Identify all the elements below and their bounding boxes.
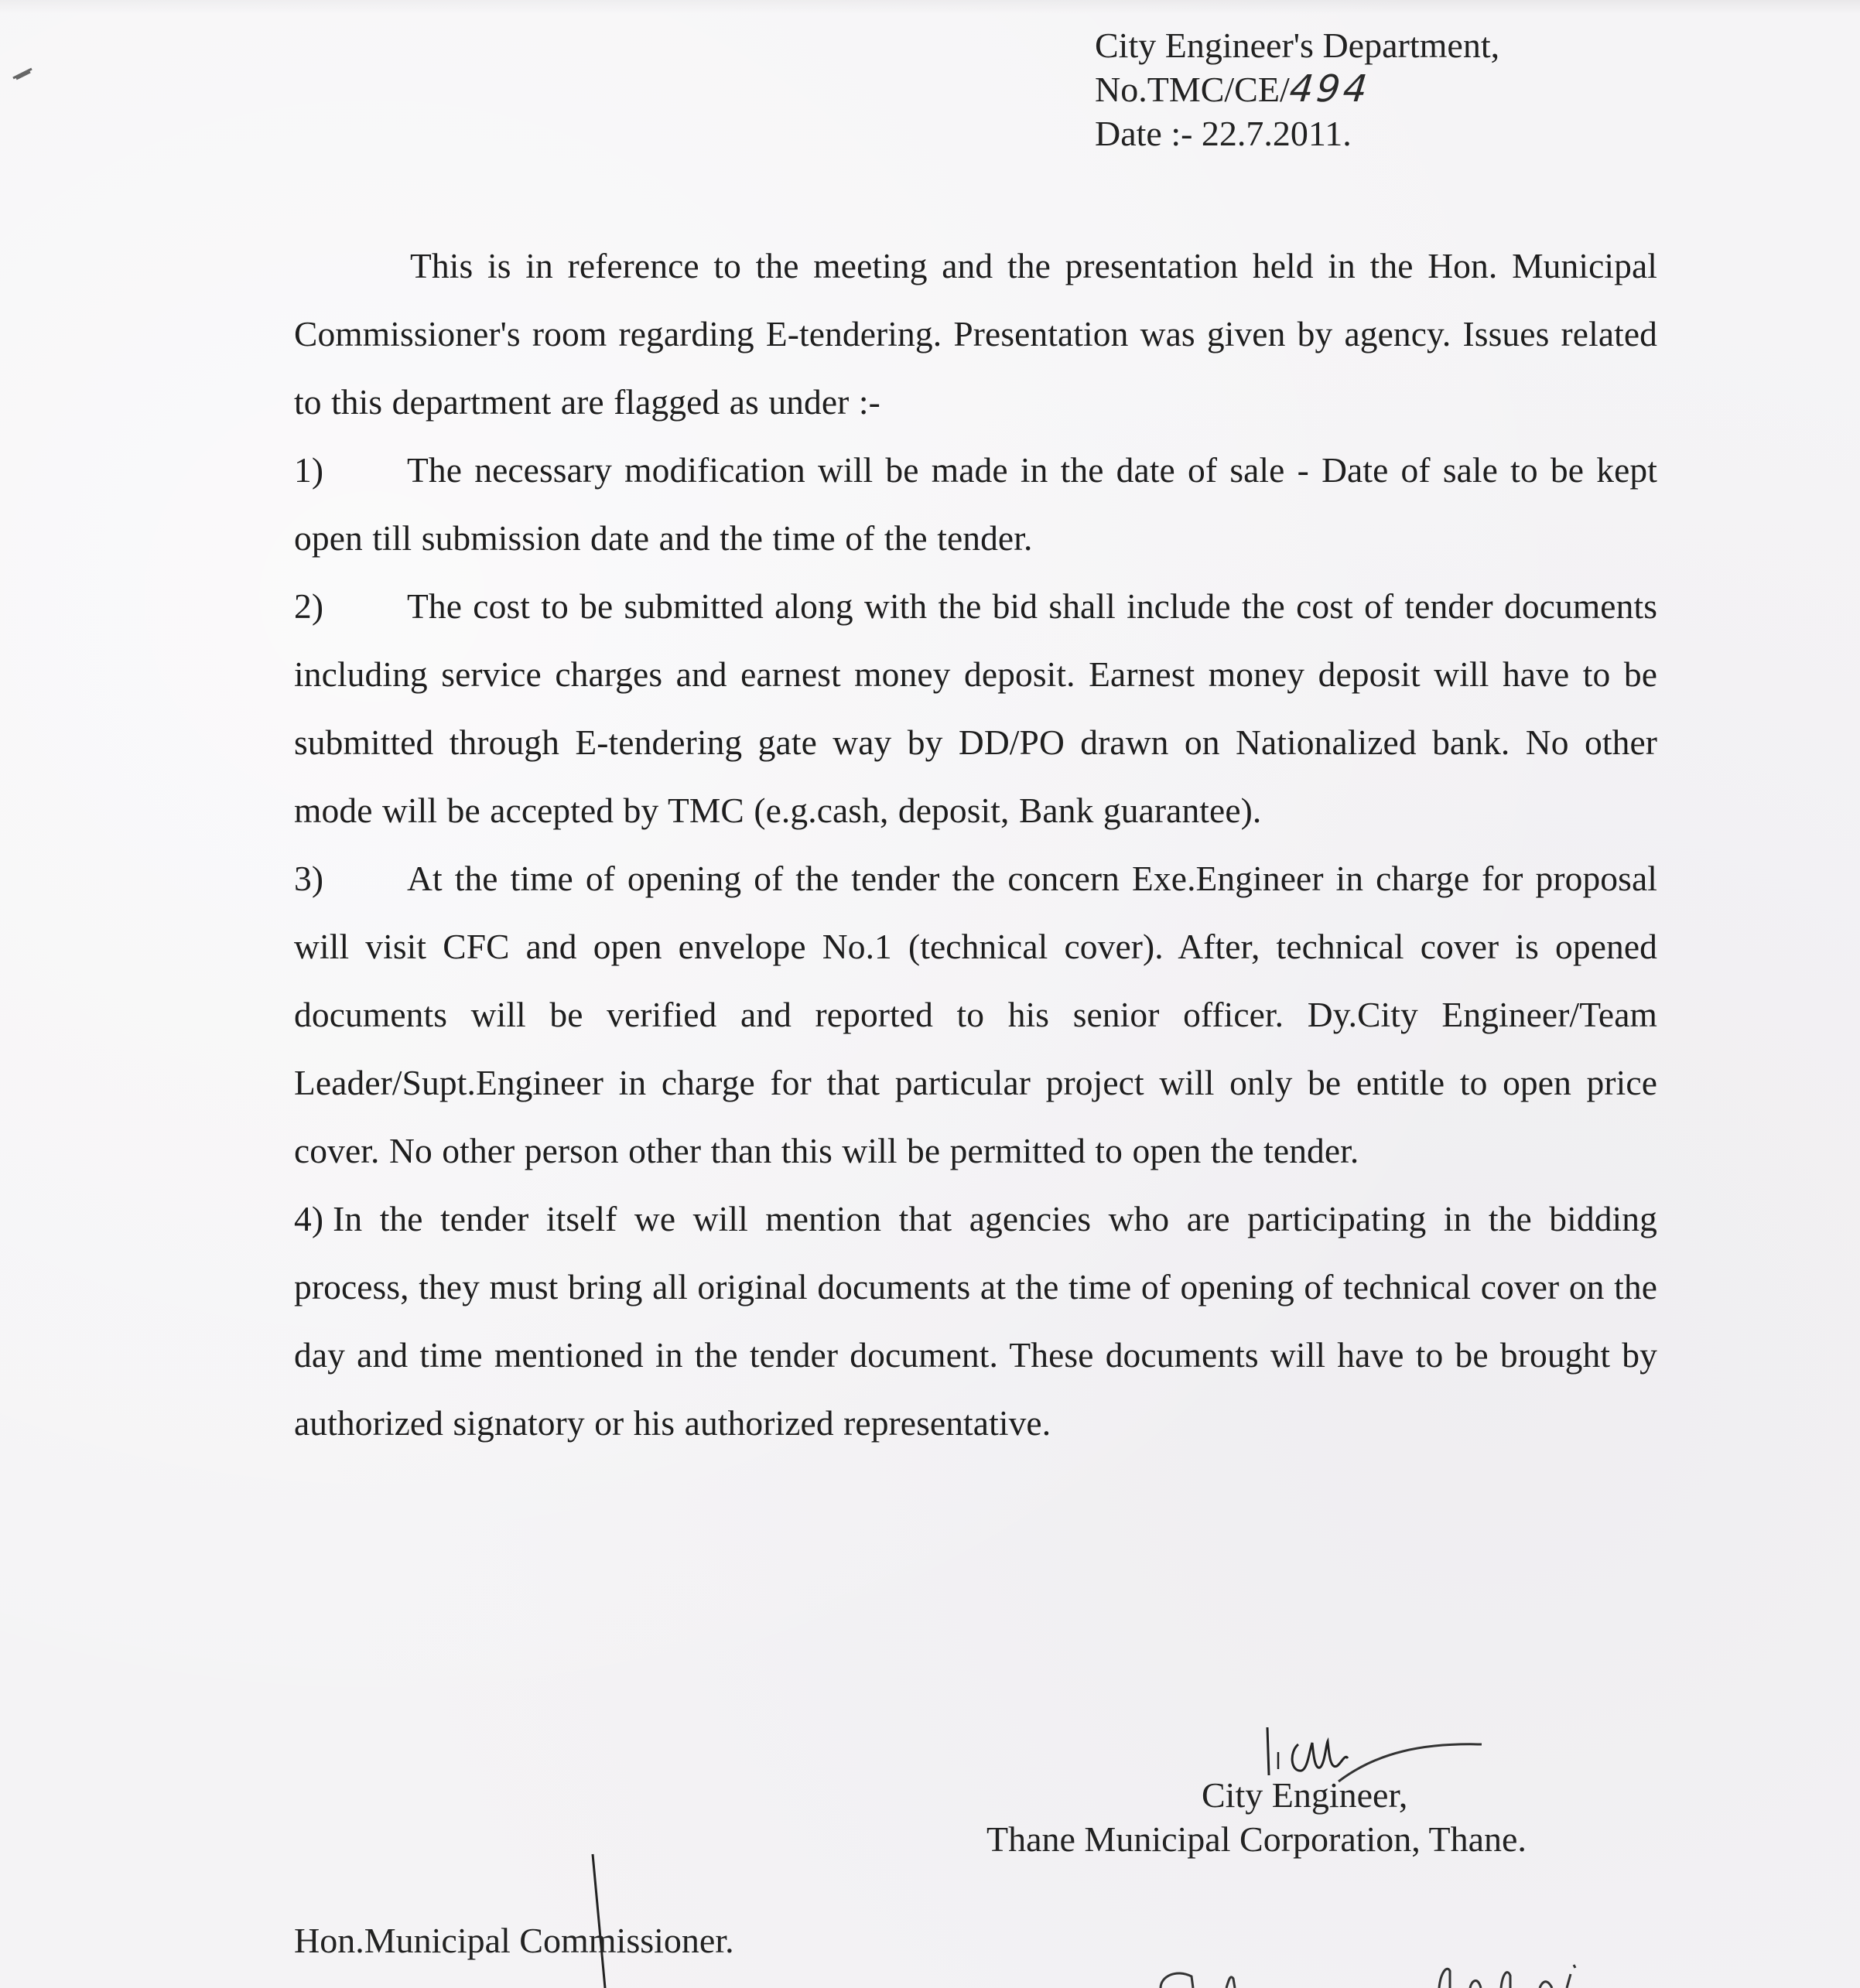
item-text: The cost to be submitted along with the bid shall include the cost of tender documents including service charges and earnest money deposit. Earnest money deposit will have to be submitted through E-tendering gate way by DD/PO drawn on Nationalized bank. No other mode will be accepted by TMC (e.g.cash, deposit, Bank guarantee). [294,586,1657,830]
reference-prefix: No.TMC/CE/ [1095,70,1290,109]
list-item [294,572,1657,845]
letter-body [294,232,1657,1457]
signatory-organization: Thane Municipal Corporation, Thane. [986,1819,1527,1859]
list-item [294,845,1657,1185]
item-text: The necessary modification will be made in the date of sale - Date of sale to be kept open till submission date and the time of the tender. [294,450,1657,558]
handwritten-annotation-cutoff [1137,1957,1834,1988]
list-item [294,1185,1657,1457]
letter-header [1095,23,1499,155]
letter-date: Date :- 22.7.2011. [1095,114,1352,153]
item-number: 4) [294,1199,324,1238]
intro-paragraph: This is in reference to the meeting and the presentation held in the Hon. Municipal Commissioner's room regarding E-tendering. Presentation was given by agency. Issues related to this department are flagged as under :- [294,246,1657,422]
signatory-title: City Engineer, [1202,1775,1408,1815]
item-number: 1) [294,450,324,490]
scan-speck-mark [12,66,35,81]
item-text: In the tender itself we will mention that agencies who are participating in the bidding process, they must bring all original documents at the time of opening of technical cover on the day and time mentioned in the tender document. These documents will have to be brought by authorized signatory or his authorized representative. [294,1199,1657,1443]
addressee: Hon.Municipal Commissioner. [294,1921,734,1960]
list-item [294,436,1657,572]
item-number: 2) [294,586,324,626]
reference-handwritten-number: 494 [1287,67,1373,111]
department-name: City Engineer's Department, [1095,26,1500,65]
item-text: At the time of opening of the tender the concern Exe.Engineer in charge for proposal will visit CFC and open envelope No.1 (technical cover). After, technical cover is opened documents will be verified and reported to his senior officer. Dy.City Engineer/Team Leader/Supt.Engineer in charge for that particular project will only be entitle to open price cover. No other person other than this will be permitted to open the tender. [294,859,1657,1170]
reference-number [1095,67,1499,111]
item-number: 3) [294,859,324,898]
